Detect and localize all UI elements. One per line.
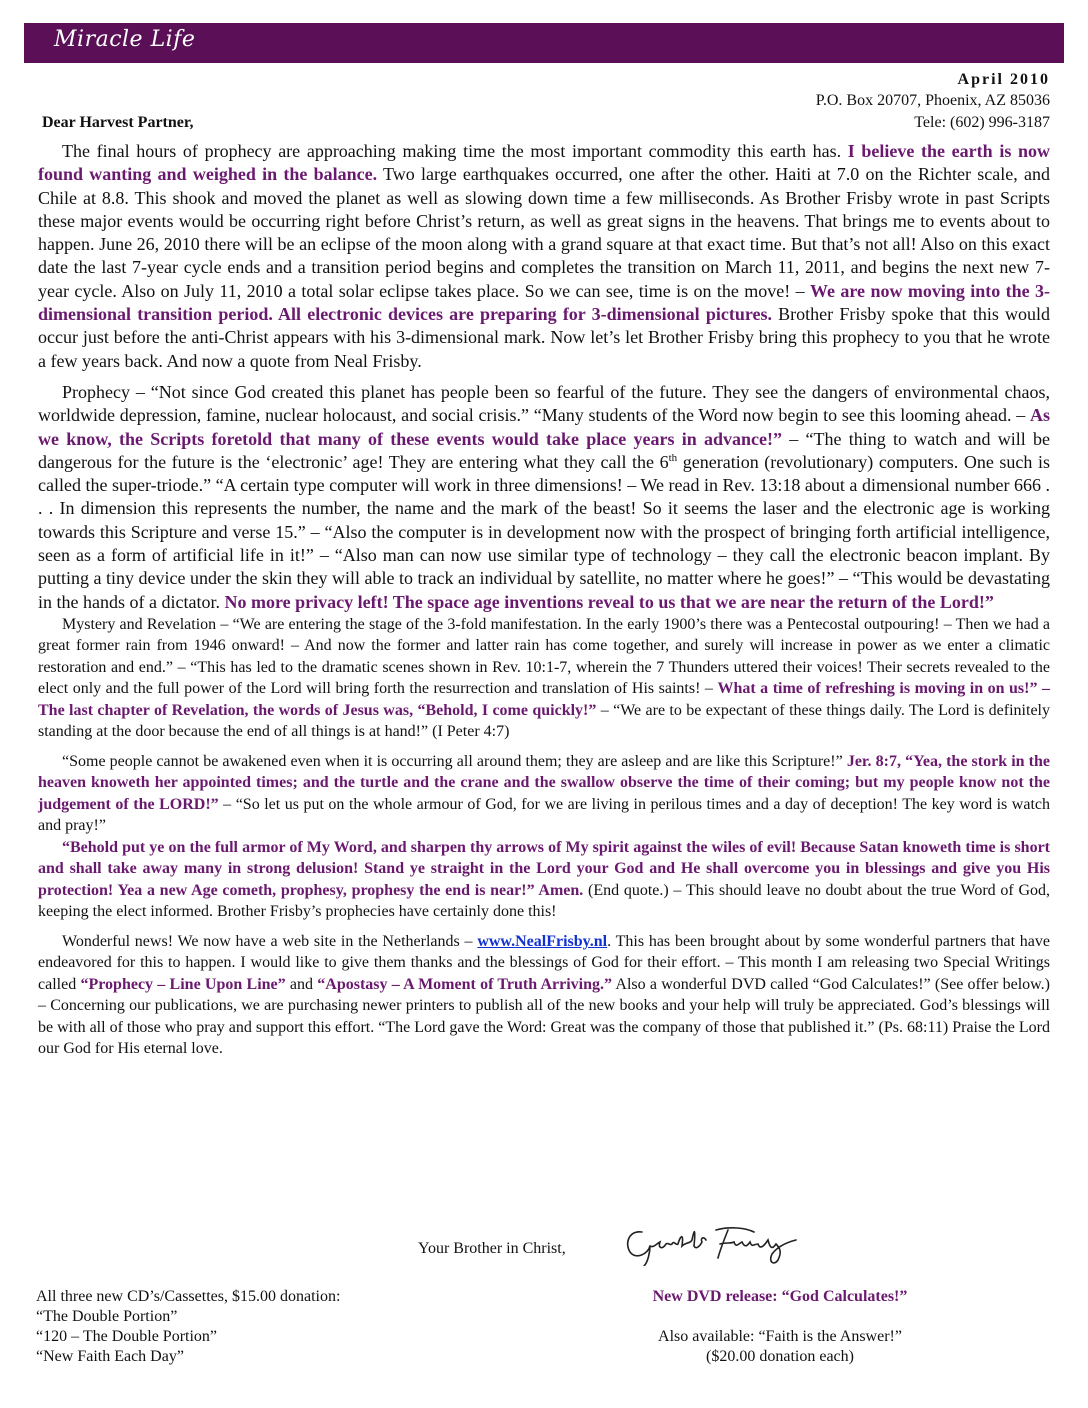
closing-label: Your Brother in Christ, — [418, 1240, 566, 1257]
p5-text-b: (End quote.) – This should leave no doubt about the true Word of God, keeping the elect informed. Brother Frisby’s prophecies have certainly done this! — [38, 881, 1050, 921]
dvd-offer-spacer — [600, 1307, 960, 1327]
paragraph-1 — [38, 140, 1050, 373]
p2-text-a: Prophecy – “Not since God created this planet has people been so fearful of the future. They see the dangers of environmental chaos, worldwide depression, famine, nuclear holocaust, and social crisis.” “Many students of the Word now begin to see this looming ahead. – — [38, 381, 1050, 426]
paragraph-4 — [38, 751, 1050, 837]
p4-highlight-b: Jer. 8:7, “Yea, the stork in the heaven knoweth her appointed times; and the turtle and the crane and the swallow observe the time of their coming; but my people know not the judgement of the LORD!” — [38, 752, 1051, 813]
p1-highlight-d: We are now moving into the 3-dimensional transition period. All electronic devices are preparing for 3-dimensional pictures. — [38, 280, 1050, 325]
p3-text-a: Mystery and Revelation – “We are entering the stage of the 3-fold manifestation. In the early 1900’s there was a Pentecostal outpouring! – Then we had a great former rain from 1946 onward! – And now the former and latter rain has come together, and surely will increase in power as we enter a climatic restoration and end.” – “This has led to the dramatic scenes shown in Rev. 10:1-7, wherein the 7 Thunders uttered their voices! Their secrets revealed to the elect only and the full power of the Lord will bring forth the resurrection and translation of His saints! – — [38, 615, 1050, 698]
paragraph-2 — [38, 381, 1050, 614]
cd-offer-line-1: All three new CD’s/Cassettes, $15.00 donation: — [36, 1288, 341, 1305]
dvd-offer-line-1: New DVD release: “God Calculates!” — [652, 1288, 908, 1305]
p1-highlight-b: I believe the earth is now found wanting and weighed in the balance. — [38, 141, 1050, 185]
paragraph-6 — [38, 931, 1050, 1060]
website-link[interactable]: www.NealFrisby.nl — [477, 932, 608, 950]
banner-title: Miracle Life — [54, 27, 196, 52]
p6-text-a: Wonderful news! We now have a web site in the Netherlands – — [62, 932, 478, 950]
p6-highlight-c: “Prophecy – Line Upon Line” — [80, 975, 286, 993]
phone-number: Tele: (602) 996-3187 — [914, 114, 1050, 131]
salutation: Dear Harvest Partner, — [42, 114, 194, 131]
p6-text-b: . This has been brought about by some wonderful partners that have endeavored for this to happen. I would like to give them thanks and the blessings of God for their effort. – This month I am releasing two Special Writings called — [38, 932, 1050, 993]
paragraph-3 — [38, 614, 1050, 743]
header-banner — [24, 23, 1064, 63]
p3-highlight-b: What a time of refreshing is moving in on us!” – The last chapter of Revelation, the words of Jesus was, “Behold, I come quickly!” — [38, 680, 1051, 719]
p6-highlight-e: “Apostasy – A Moment of Truth Arriving.” — [317, 975, 613, 993]
issue-date: April 2010 — [957, 71, 1050, 88]
mailing-address: P.O. Box 20707, Phoenix, AZ 85036 — [815, 92, 1050, 109]
letter-body — [38, 140, 1050, 1060]
p2-superscript: th — [668, 451, 678, 464]
paragraph-5 — [38, 837, 1050, 923]
p2-text-d: generation (revolutionary) computers. One such is called the super-triode.” “A certain type computer will work in three dimensions! – We read in Rev. 13:18 about a dimensional number 666 . . . In dimension this represents the number, the name and the mark of the beast! So it seems the laser and the electronic age is working towards this Scripture and verse 15.” – “Also the computer is in development now with the prospect of bringing forth artificial intelligence, seen as a form of artificial life in it!” – “Also man can now use similar type of technology – they call the electronic beacon implant. By putting a tiny device under the skin they will able to track an individual by satellite, no matter where he goes!” – “This would be devastating in the hands of a dictator. — [38, 451, 1050, 612]
p6-text-f: Also a wonderful DVD called “God Calculates!” (See offer below.) – Concerning our publications, we are purchasing newer printers to publish all of the new books and your help will truly be appreciated. God’s blessings will be with all of those who pray and support this effort. “The Lord gave the Word: Great was the company of those that published it.” (Ps. 68:11) Praise the Lord our God for His eternal love. — [38, 975, 1051, 1058]
dvd-offer-line-3: ($20.00 donation each) — [706, 1348, 854, 1365]
signature-image — [620, 1222, 820, 1271]
p2-text-c: – “The thing to watch and will be dangerous for the future is the ‘electronic’ age! They are entering what they call the 6 — [38, 428, 1050, 472]
p1-text-a: The final hours of prophecy are approaching making time the most important commodity this earth has. — [62, 141, 848, 161]
p2-highlight-b: As we know, the Scripts foretold that many of these events would take place years in advance!” — [38, 405, 1050, 449]
p4-text-c: – “So let us put on the whole armour of God, for we are living in perilous times and a day of deception! The key word is watch and pray!” — [38, 795, 1051, 835]
p2-highlight-e: No more privacy left! The space age inventions reveal to us that we are near the return of the Lord!” — [224, 591, 994, 612]
p1-text-c: Two large earthquakes occurred, one after the other. Haiti at 7.0 on the Richter scale, and Chile at 8.8. This shook and moved the planet as well as slowing down time a few milliseconds. As Brother Frisby wrote in past Scripts these major events would be occurring right before Christ’s return, as well as great signs in the heavens. That brings me to events about to happen. June 26, 2010 there will be an eclipse of the moon along with a grand square at that exact time. But that’s not all! Also on this exact date the last 7-year cycle ends and a transition period begins and completes the transition on March 11, 2011, and begins the next new 7-year cycle. Also on July 11, 2010 a total solar eclipse takes place. So we can see, time is on the move! – — [38, 164, 1051, 301]
cd-offer — [36, 1287, 340, 1367]
cd-offer-line-4: “New Faith Each Day” — [36, 1348, 184, 1365]
dvd-offer — [600, 1287, 960, 1367]
cd-offer-line-2: “The Double Portion” — [36, 1308, 178, 1325]
p6-text-d: and — [285, 975, 318, 993]
p1-text-e: Brother Frisby spoke that this would occur just before the anti-Christ appears with his 3-dimensional mark. Now let’s let Brother Frisby bring this prophecy to you that he wrote a few years back. And now a quote from Neal Frisby. — [38, 304, 1050, 371]
cd-offer-line-3: “120 – The Double Portion” — [36, 1328, 218, 1345]
dvd-offer-line-2: Also available: “Faith is the Answer!” — [658, 1328, 902, 1345]
p3-text-c: – “We are to be expectant of these things daily. The Lord is definitely standing at the door because the end of all things is at hand!” (I Peter 4:7) — [38, 701, 1050, 741]
p4-text-a: “Some people cannot be awakened even when it is occurring all around them; they are asleep and are like this Scripture!” — [62, 752, 847, 770]
p5-highlight-a: “Behold put ye on the full armor of My Word, and sharpen thy arrows of My spirit against the wiles of evil! Because Satan knoweth time is short and shall take away many in strong delusion! Stand ye straight in the Lord your God and He shall overcome you in blessings and give you His protection! Yea a new Age cometh, prophesy, prophesy the end is near!” Amen. — [38, 838, 1050, 899]
